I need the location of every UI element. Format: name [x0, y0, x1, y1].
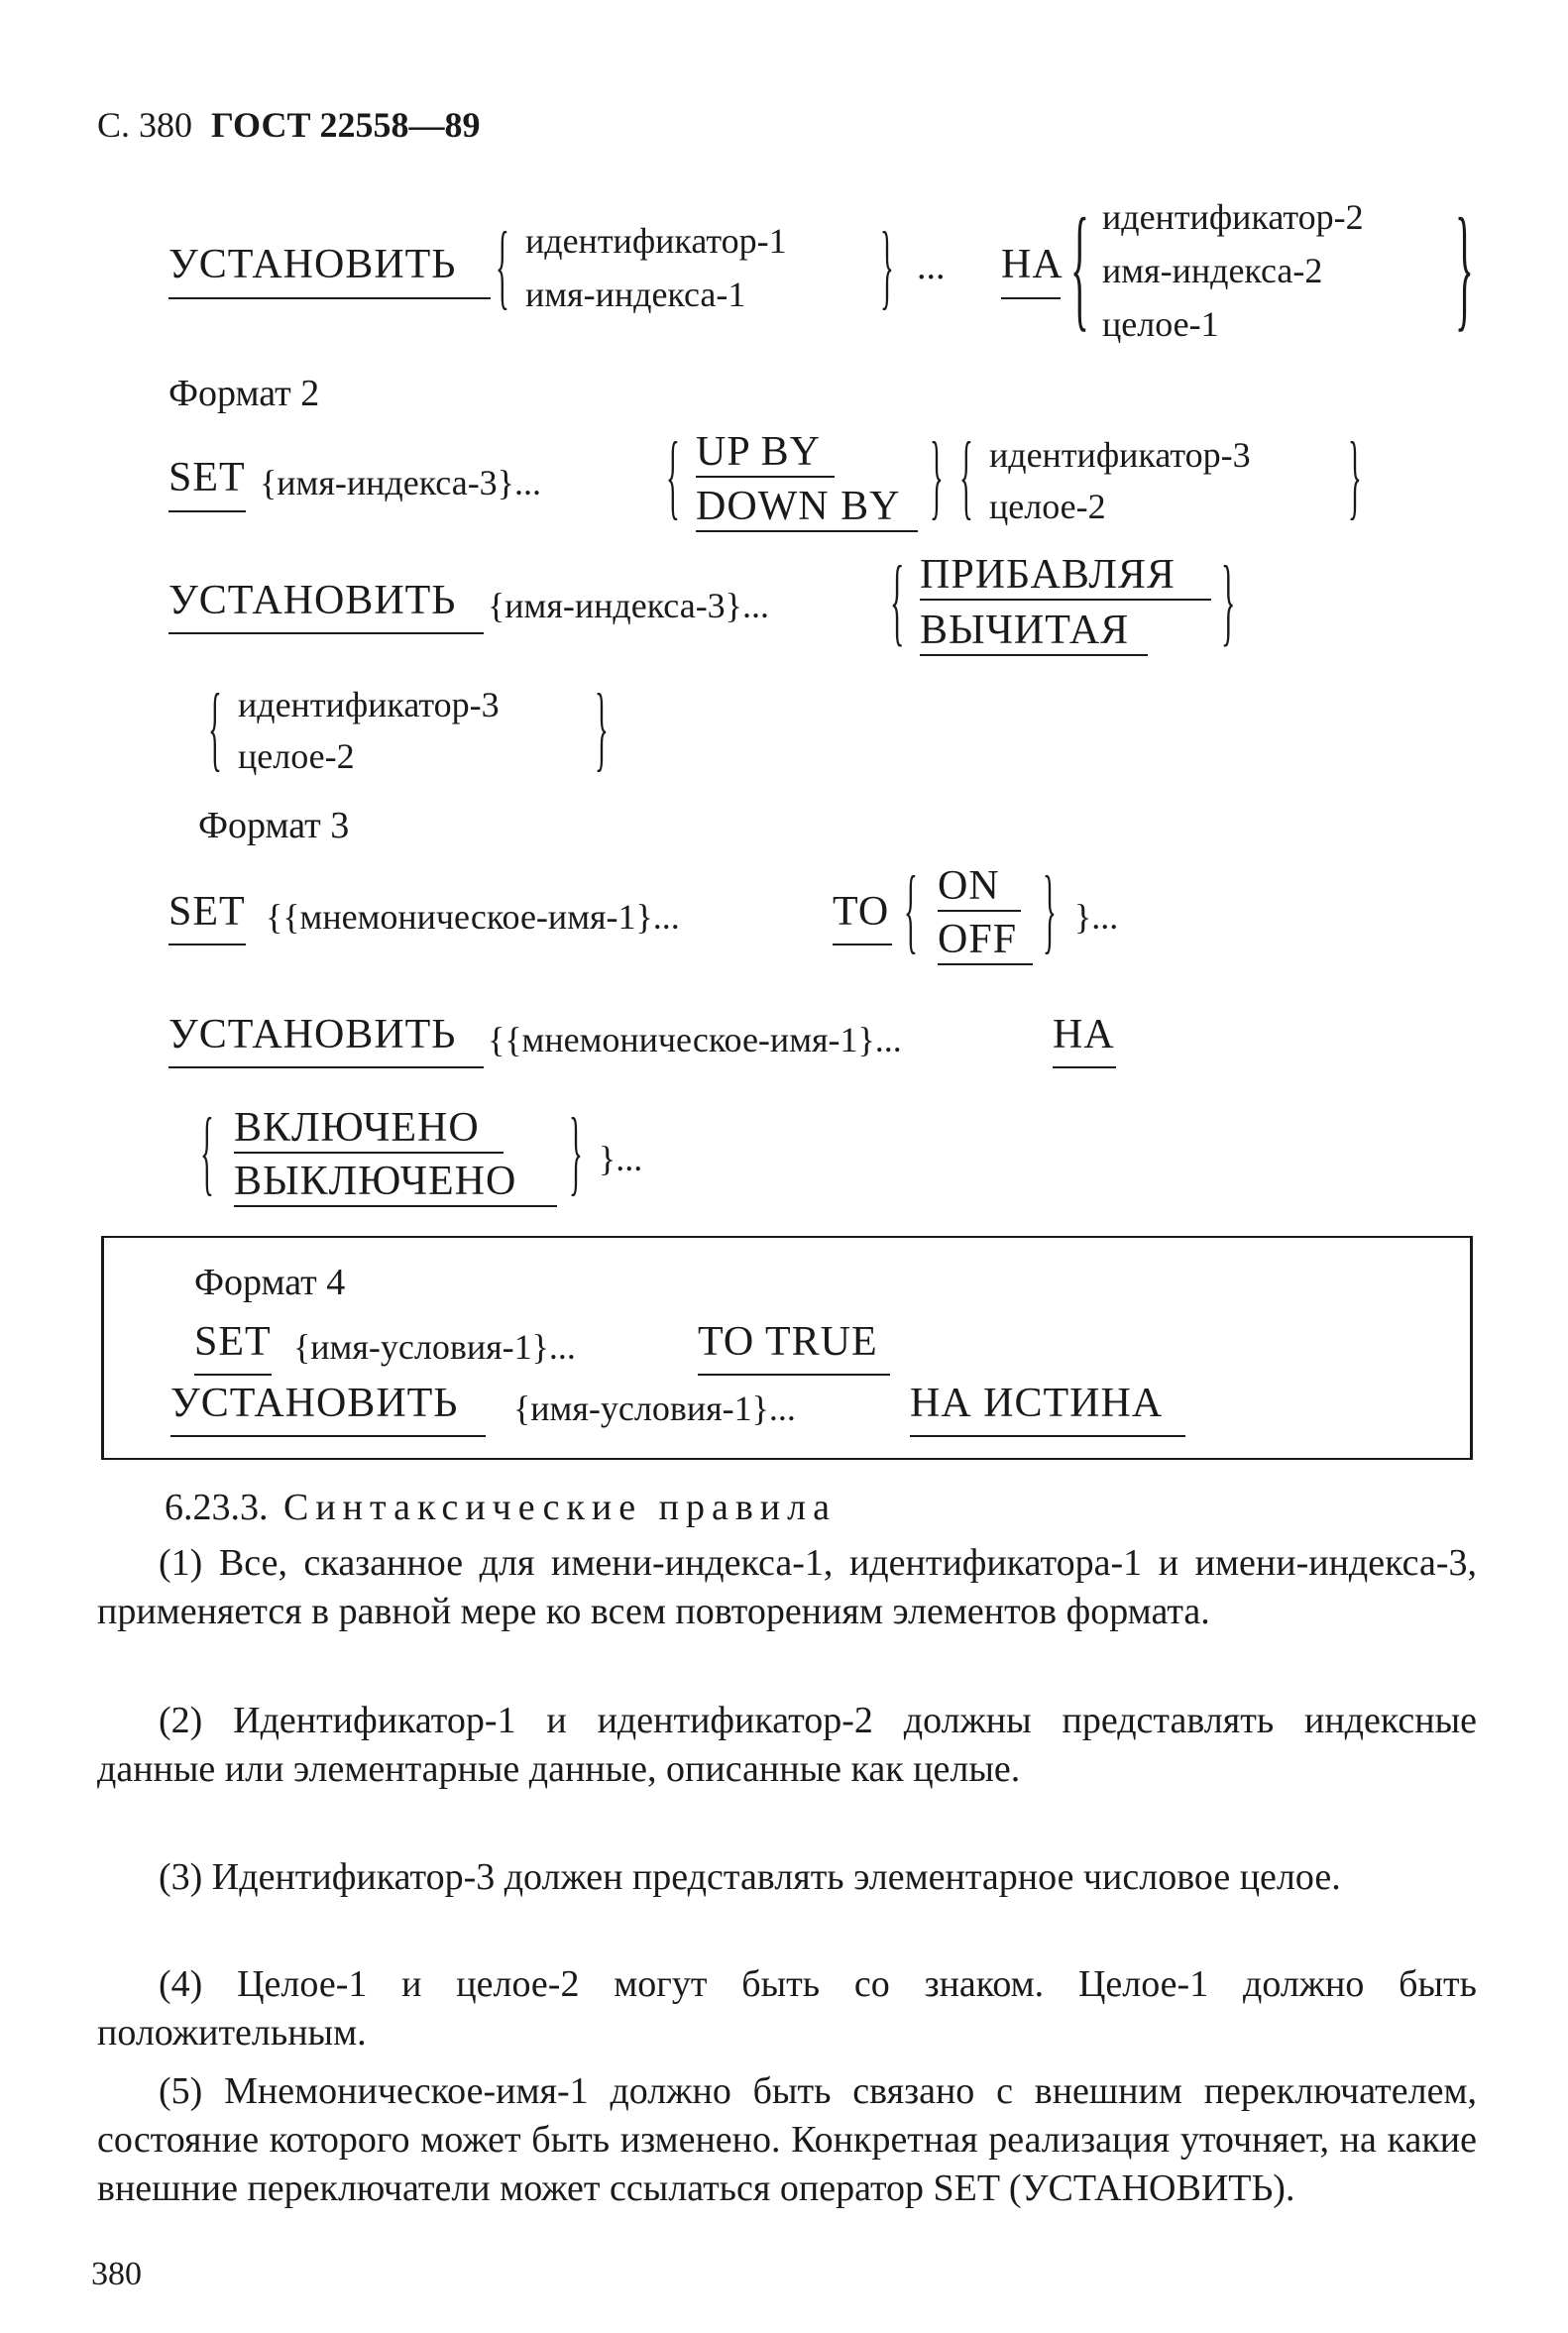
verb-ustanovit: УСТАНОВИТЬ: [168, 578, 457, 623]
verb-ustanovit: УСТАНОВИТЬ: [168, 1012, 457, 1057]
format4-title: Формат 4: [194, 1262, 346, 1303]
rule-4: (4) Целое-1 и целое-2 могут быть со знаком. Целое-1 должно быть положительным.: [97, 1963, 1477, 2054]
option-down-by: DOWN BY: [696, 484, 901, 529]
option-identifier-3: идентификатор-3: [989, 435, 1251, 475]
option-index-name-2: имя-индекса-2: [1102, 251, 1323, 290]
operand-condition-name-1: {имя-условия-1}...: [513, 1389, 796, 1428]
operand-index-name-3: {имя-индекса-3}...: [488, 586, 769, 625]
tail-to-true: TO TRUE: [698, 1319, 878, 1365]
verb-set: SET: [194, 1319, 272, 1365]
option-up-by: UP BY: [696, 429, 821, 475]
option-vklyucheno: ВКЛЮЧЕНО: [234, 1105, 480, 1151]
option-identifier-1: идентификатор-1: [525, 221, 787, 261]
option-integer-2: целое-2: [989, 487, 1106, 526]
verb-ustanovit: УСТАНОВИТЬ: [168, 242, 457, 287]
standard-number: ГОСТ 22558—89: [211, 105, 481, 145]
rule-1: (1) Все, сказанное для имени-индекса-1, идентификатора-1 и имени-индекса-3, применяется в равной мере ко всем повторениям элементов формата.: [97, 1542, 1477, 1632]
operand-mnemonic-name-1: {{мнемоническое-имя-1}...: [488, 1020, 902, 1059]
option-off: OFF: [938, 917, 1018, 962]
option-pribavlyaya: ПРИБАВЛЯЯ: [920, 552, 1176, 598]
operand-condition-name-1: {имя-условия-1}...: [293, 1327, 576, 1367]
page-header: [97, 107, 480, 143]
verb-set: SET: [168, 455, 246, 500]
option-integer-1: целое-1: [1102, 304, 1219, 344]
format2-title: Формат 2: [168, 373, 320, 414]
format3-title: Формат 3: [198, 805, 350, 846]
option-integer-2: целое-2: [238, 736, 355, 776]
keyword-to: TO: [833, 889, 890, 935]
section-heading: [165, 1489, 837, 1526]
operand-index-name-3: {имя-индекса-3}...: [260, 463, 541, 502]
rule-2: (2) Идентификатор-1 и идентификатор-2 должны представлять индексные данные или элементарные данные, описанные как целые.: [97, 1700, 1477, 1790]
tail-ellipsis: }...: [1074, 897, 1119, 937]
rule-5: (5) Мнемоническое-имя-1 должно быть связано с внешним переключателем, состояние которого может быть изменено. Конкретная реализация уточняет, на какие внешние переключатели может ссылаться оператор SET (УСТАНОВИТЬ).: [97, 2070, 1477, 2209]
keyword-na: НА: [1053, 1012, 1115, 1057]
option-on: ON: [938, 863, 1000, 909]
option-vychitaya: ВЫЧИТАЯ: [920, 608, 1130, 653]
section-number: 6.23.3.: [165, 1487, 269, 1528]
keyword-na: НА: [1001, 242, 1064, 287]
tail-ellipsis: }...: [599, 1139, 643, 1178]
ellipsis: ...: [917, 246, 946, 287]
option-identifier-3: идентификатор-3: [238, 685, 500, 724]
operand-mnemonic-name-1: {{мнемоническое-имя-1}...: [266, 897, 680, 937]
page-number: 380: [91, 2256, 142, 2292]
page-prefix: С. 380: [97, 105, 193, 145]
tail-na-istina: НА ИСТИНА: [910, 1381, 1164, 1426]
verb-set: SET: [168, 889, 246, 935]
verb-ustanovit: УСТАНОВИТЬ: [170, 1381, 459, 1426]
option-identifier-2: идентификатор-2: [1102, 197, 1364, 237]
option-index-name-1: имя-индекса-1: [525, 275, 746, 314]
option-vyklyucheno: ВЫКЛЮЧЕНО: [234, 1159, 517, 1204]
rule-3: (3) Идентификатор-3 должен представлять элементарное числовое целое.: [159, 1856, 1341, 1898]
section-title: Синтаксические правила: [283, 1487, 837, 1528]
